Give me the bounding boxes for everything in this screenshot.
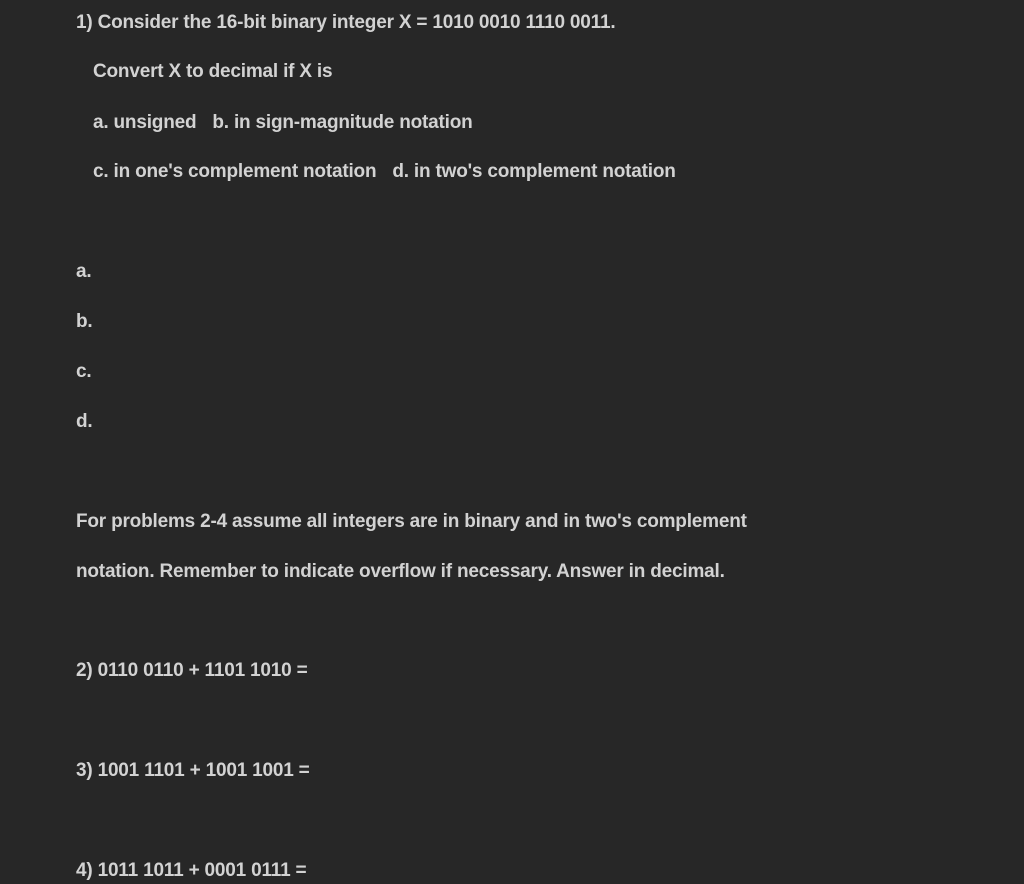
problem-4: 4) 1011 1011 + 0001 0111 =	[76, 860, 307, 881]
answer-label-b: b.	[76, 311, 93, 332]
question-1-intro: Convert X to decimal if X is	[93, 61, 333, 82]
instructions-line-1: For problems 2-4 assume all integers are in binary and in two's complement	[76, 511, 747, 532]
answer-label-a: a.	[76, 261, 92, 282]
question-1-heading: 1) Consider the 16-bit binary integer X = 1010 0010 1110 0011.	[76, 12, 616, 33]
problem-2: 2) 0110 0110 + 1101 1010 =	[76, 660, 308, 681]
instructions-line-2: notation. Remember to indicate overflow if necessary. Answer in decimal.	[76, 561, 725, 582]
answer-label-d: d.	[76, 411, 93, 432]
question-1-options-row-2	[93, 161, 676, 183]
option-d: d. in two's complement notation	[392, 161, 676, 182]
answer-label-c: c.	[76, 361, 92, 382]
option-c: c. in one's complement notation	[93, 161, 377, 182]
problem-3: 3) 1001 1101 + 1001 1001 =	[76, 760, 310, 781]
question-1-options-row-1	[93, 112, 473, 134]
option-b: b. in sign-magnitude notation	[212, 112, 473, 133]
option-a: a. unsigned	[93, 112, 197, 133]
